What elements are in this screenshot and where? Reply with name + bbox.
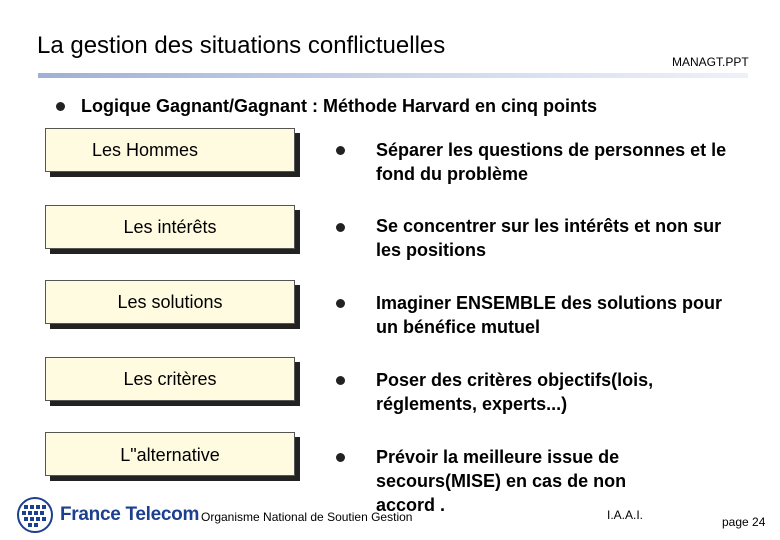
slide-title: La gestion des situations conflictuelles — [37, 32, 446, 59]
logo-icon — [16, 497, 54, 533]
label-box-alternative — [45, 432, 295, 476]
footer-organisation: Organisme National de Soutien Gestion — [201, 510, 413, 524]
point-description: Poser des critères objectifs(lois, réglements, experts...) — [376, 370, 654, 414]
label-box-text: Les Hommes — [91, 139, 199, 160]
france-telecom-logo — [16, 497, 199, 533]
bullet-icon — [336, 453, 345, 462]
bullet-icon — [336, 146, 345, 155]
label-box-solutions — [45, 280, 295, 324]
footer-code: I.A.A.I. — [607, 508, 644, 522]
file-reference: MANAGT.PPT — [672, 55, 749, 69]
bullet-icon — [336, 376, 345, 385]
label-box-hommes — [45, 128, 295, 172]
label-box-interets — [45, 205, 295, 249]
page-number: page 24 — [722, 515, 766, 529]
bullet-icon — [336, 223, 345, 232]
point-description: Se concentrer sur les intérêts et non sur les positions — [376, 216, 722, 260]
title-underline — [38, 73, 748, 78]
slide-subtitle: Logique Gagnant/Gagnant : Méthode Harvard en cinq points — [81, 96, 598, 116]
bullet-icon — [336, 299, 345, 308]
bullet-icon — [56, 102, 65, 111]
point-description: Imaginer ENSEMBLE des solutions pour un bénéfice mutuel — [376, 293, 723, 337]
label-box-text: Les intérêts — [123, 216, 217, 237]
point-description: Prévoir la meilleure issue de secours(MISE) en cas de non accord . — [376, 447, 627, 515]
point-description: Séparer les questions de personnes et le fond du problème — [376, 140, 727, 184]
logo-text: France Telecom — [60, 504, 200, 525]
label-box-criteres — [45, 357, 295, 401]
label-box-text: Les critères — [123, 368, 217, 389]
label-box-text: Les solutions — [117, 291, 223, 312]
label-box-text: L"alternative — [120, 445, 220, 465]
